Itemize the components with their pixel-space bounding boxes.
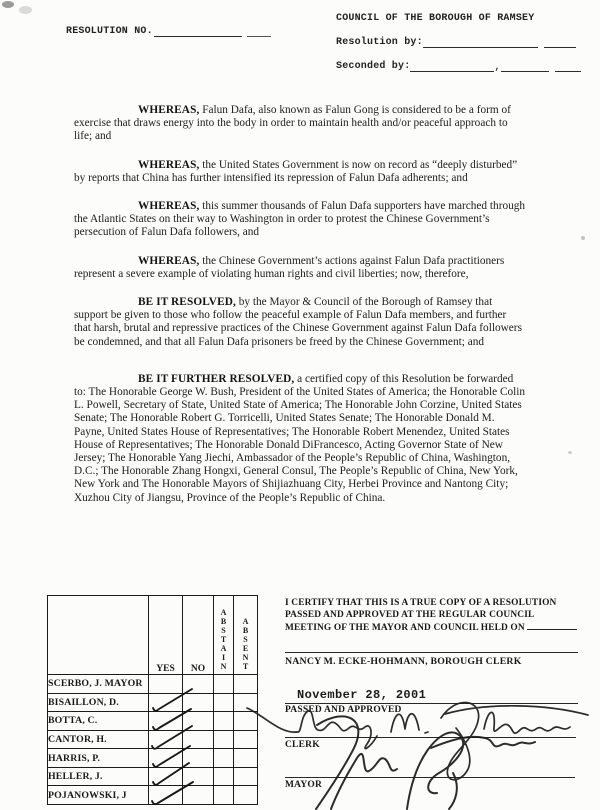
vote-table-corner-cell [48, 596, 149, 675]
vote-cell-absent [234, 730, 258, 749]
paragraph-lead: WHEREAS, [138, 200, 200, 213]
table-row [48, 786, 258, 805]
clerk-line [285, 737, 576, 738]
paragraph-text: Falun Dafa, also known as Falun Gong is considered to be a form of exercise that draws energy into the body in order to maintain health and/or peaceful approach to life; and [74, 104, 511, 143]
vote-cell-no [183, 749, 214, 768]
member-name: CANTOR, H. [48, 730, 149, 749]
vote-cell-no [183, 693, 214, 712]
resolution-by-row [336, 36, 581, 48]
be-it-further-resolved-paragraph [74, 373, 526, 505]
vote-cell-abstain [214, 693, 234, 712]
mayor-signature [316, 716, 535, 809]
vote-cell-no [183, 712, 214, 731]
vote-cell-no [183, 675, 214, 694]
resolution-no-label: RESOLUTION NO. [66, 26, 153, 37]
resolution-by-label: Resolution by: [336, 37, 423, 48]
paragraph-text: this summer thousands of Falun Dafa supporters have marched through the Atlantic States on their way to Washington in order to protest the Chinese Government’s persecution of Falun Dafa followers, and [74, 200, 526, 239]
vote-table [47, 595, 258, 806]
vote-cell-abstain [214, 786, 234, 805]
vote-cell-yes [149, 786, 183, 805]
certification-line-1: I CERTIFY THAT THIS IS A TRUE COPY OF A RESOLUTION [285, 598, 557, 608]
certification-statement [285, 597, 581, 635]
member-name: BISAILLON, D. [48, 693, 149, 712]
vote-cell-no [183, 730, 214, 749]
vote-cell-yes [149, 730, 183, 749]
vote-cell-abstain [214, 730, 234, 749]
scan-artifact [568, 451, 572, 454]
vote-cell-yes [149, 749, 183, 768]
paragraph-text: a certified copy of this Resolution be forwarded to: The Honorable George W. Bush, President of the United States of America; the Honorable Colin L. Powell, Secretary of State, United State of America; The Honorable John Corzine, United States Senate; The Honorable Robert G. Torricelli, United States Senate; The Honorable Donald M. Payne, United States House of Representatives; The Honorable Robert Menendez, United States House of Representatives; The Honorable Donald DiFrancesco, Acting Governor State of New Jersey; The Honorable Yang Jiechi, Ambassador of the People’s Republic of China, Washington, D.C.; The Honorable Zhang Hongxi, General Consul, The People’s Republic of China, New York, New York and The Honorable Mayors of Shijiazhuang City, Herbei Province and Nantong City; Xuzhou City of Jiangsu, Province of the People’s Republic of China. [74, 372, 526, 504]
scan-artifact [19, 6, 32, 14]
resolution-no-line [154, 25, 242, 37]
table-row [48, 749, 258, 768]
vote-cell-absent [234, 749, 258, 768]
table-row [48, 712, 258, 731]
column-header-absent: ABSENT [234, 596, 258, 675]
vote-cell-absent [234, 712, 258, 731]
seconded-by-line-2 [501, 60, 549, 72]
clerk-name-line: NANCY M. ECKE-HOHMANN, BOROUGH CLERK [285, 656, 522, 667]
resolution-no-line-2 [247, 25, 271, 37]
paragraph-lead: BE IT RESOLVED, [138, 296, 236, 309]
member-name: HELLER, J. [48, 767, 149, 786]
column-header-no: NO [183, 596, 214, 675]
member-name: BOTTA, C. [48, 712, 149, 731]
paragraph-text: the United States Government is now on record as “deeply disturbed” by reports that China has further intensified its repression of Falun Dafa adherents; and [74, 158, 518, 184]
vote-cell-yes [149, 675, 183, 694]
paragraph-lead: WHEREAS, [138, 104, 200, 116]
passed-and-approved-label: PASSED AND APPROVED [285, 705, 402, 715]
clerk-label: CLERK [285, 740, 320, 750]
table-row [48, 730, 258, 749]
vote-cell-absent [234, 693, 258, 712]
mayor-label: MAYOR [285, 780, 323, 790]
passed-date: November 28, 2001 [297, 688, 427, 702]
vote-cell-abstain [214, 767, 234, 786]
seconded-by-row [336, 60, 581, 72]
date-line [285, 703, 578, 704]
table-row [48, 767, 258, 786]
scan-artifact [2, 1, 14, 8]
member-name: POJANOWSKI, J [48, 786, 149, 805]
vote-cell-yes [149, 693, 183, 712]
certification-line-3: MEETING OF THE MAYOR AND COUNCIL HELD ON [285, 621, 581, 634]
paragraph-lead: WHEREAS, [138, 254, 200, 267]
vote-cell-absent [234, 675, 258, 694]
member-name: HARRIS, P. [48, 749, 149, 768]
vote-cell-absent [234, 786, 258, 805]
paragraph-text: by the Mayor & Council of the Borough of Ramsey that support be given to those who follow the peaceful example of Falun Dafa members, and further that harsh, brutal and repressive practices of the Chinese Government against Falun Dafa followers be condemned, and that all Falun Dafa prisoners be freed by the Chinese Government; and [74, 296, 522, 348]
resolution-no-row [66, 25, 271, 37]
mayor-line [285, 777, 575, 778]
header-right-block [336, 13, 581, 72]
resolution-by-line [423, 36, 538, 48]
whereas-paragraph-1 [74, 104, 526, 144]
seconded-by-label: Seconded by: [336, 61, 411, 72]
vote-cell-no [183, 786, 214, 805]
paragraph-lead: WHEREAS, [138, 158, 200, 171]
whereas-paragraph-2 [74, 159, 526, 185]
paragraph-text: the Chinese Government’s actions against Falun Dafa practitioners represent a severe example of violating human rights and civil liberties; now, therefore, [74, 254, 505, 280]
council-title: COUNCIL OF THE BOROUGH OF RAMSEY [336, 13, 535, 24]
seconded-by-separator: , [494, 62, 501, 73]
clerk-signature-line [285, 652, 578, 653]
vote-cell-no [183, 767, 214, 786]
whereas-paragraph-3 [74, 200, 526, 240]
be-it-resolved-paragraph [74, 296, 526, 349]
column-header-yes: YES [149, 596, 183, 675]
seconded-by-line [410, 60, 494, 72]
table-row [48, 693, 258, 712]
vote-cell-abstain [214, 712, 234, 731]
column-header-abstain: ABSTAIN [214, 596, 234, 675]
vote-cell-abstain [214, 749, 234, 768]
resolution-by-line-2 [544, 36, 576, 48]
held-on-blank-line [527, 621, 577, 630]
seconded-by-line-3 [555, 60, 581, 72]
vote-cell-yes [149, 767, 183, 786]
member-name: SCERBO, J. MAYOR [48, 675, 149, 694]
certification-line-2: PASSED AND APPROVED AT THE REGULAR COUNCIL [285, 610, 535, 621]
whereas-paragraph-4 [74, 255, 526, 281]
vote-cell-absent [234, 767, 258, 786]
paragraph-lead: BE IT FURTHER RESOLVED, [138, 372, 295, 385]
resolution-body [74, 104, 526, 520]
vote-cell-yes [149, 712, 183, 731]
vote-cell-abstain [214, 675, 234, 694]
table-row [48, 675, 258, 694]
scan-artifact [581, 236, 585, 240]
